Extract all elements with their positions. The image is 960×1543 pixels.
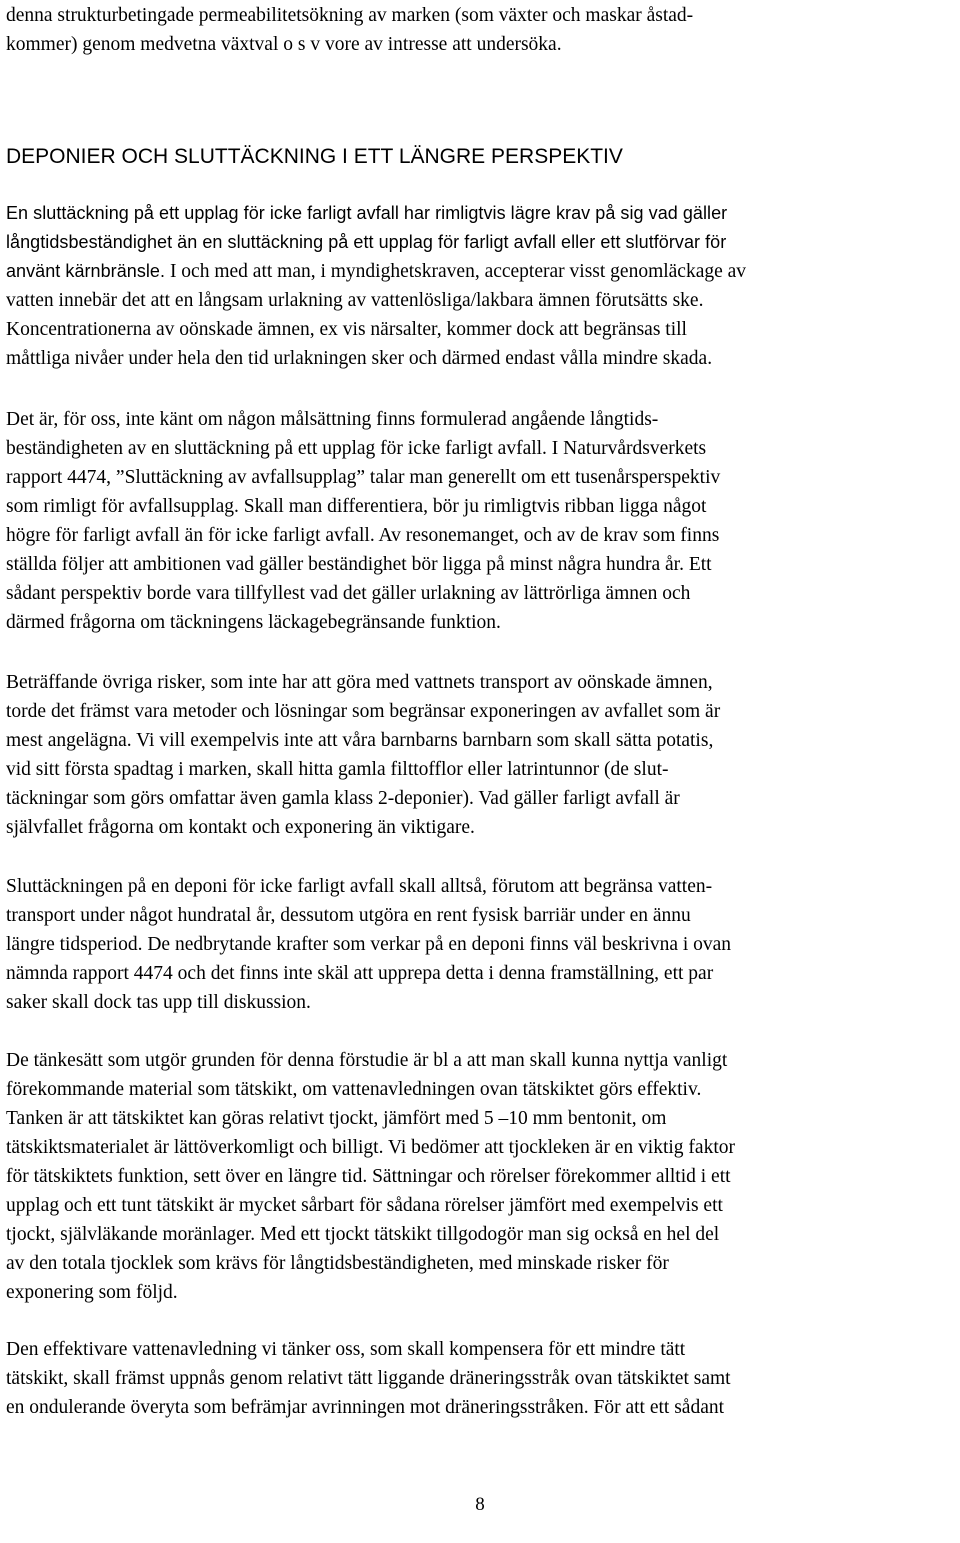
text-line: vatten innebär det att en långsam urlakning av vattenlösliga/lakbara ämnen förutsätts ske.: [6, 290, 704, 311]
paragraph-2: [6, 405, 956, 637]
text-line: [6, 257, 956, 286]
text-line-start: använt kärnbränsle.: [6, 261, 166, 281]
paragraph-4: [6, 872, 956, 1017]
text-line: kommer) genom medvetna växtval o s v vore av intresse att undersöka.: [6, 34, 562, 55]
text-line: Koncentrationerna av oönskade ämnen, ex vis närsalter, kommer dock att begränsas till: [6, 319, 687, 340]
text-line: rapport 4474, ”Sluttäckning av avfallsupplag” talar man generellt om ett tusenårsperspektiv: [6, 467, 721, 488]
text-line: Den effektivare vattenavledning vi tänker oss, som skall kompensera för ett mindre tätt: [6, 1339, 686, 1360]
text-line: nämnda rapport 4474 och det finns inte skäl att upprepa detta i denna framställning, ett par: [6, 963, 714, 984]
text-line: tätskikt, skall främst uppnås genom relativt tätt liggande dräneringsstråk ovan tätskiktet samt: [6, 1368, 731, 1389]
text-line: mest angelägna. Vi vill exempelvis inte att våra barnbarns barnbarn som skall sätta potatis,: [6, 730, 714, 751]
text-line: vid sitt första spadtag i marken, skall hitta gamla filttofflor eller latrintunnor (de slut-: [6, 759, 669, 780]
section-heading: DEPONIER OCH SLUTTÄCKNING I ETT LÄNGRE PERSPEKTIV: [6, 145, 623, 168]
page-number: 8: [475, 1494, 485, 1515]
text-line: De tänkesätt som utgör grunden för denna förstudie är bl a att man skall kunna nyttja vanligt: [6, 1050, 728, 1071]
text-line: Tanken är att tätskiktet kan göras relativt tjockt, jämfört med 5 –10 mm bentonit, om: [6, 1108, 667, 1129]
paragraph-6: [6, 1335, 956, 1422]
text-line: Sluttäckningen på en deponi för icke farligt avfall skall alltså, förutom att begränsa vatten-: [6, 876, 713, 897]
text-line: sådant perspektiv borde vara tillfyllest vad det gäller urlakning av lättrörliga ämnen och: [6, 583, 691, 604]
text-line: exponering som följd.: [6, 1282, 178, 1303]
text-line: tätskiktsmaterialet är lättöverkomligt och billigt. Vi bedömer att tjockleken är en viktig faktor: [6, 1137, 735, 1158]
text-line: måttliga nivåer under hela den tid urlakningen sker och därmed endast vålla mindre skada.: [6, 348, 713, 369]
text-line: långtidsbeständighet än en sluttäckning på ett upplag för farligt avfall eller ett slutförvar för: [6, 232, 727, 252]
text-line: därmed frågorna om täckningens läckagebegränsande funktion.: [6, 612, 501, 633]
text-line: transport under något hundratal år, dessutom utgöra en rent fysisk barriär under en ännu: [6, 905, 691, 926]
text-line: av den totala tjocklek som krävs för långtidsbeständigheten, med minskade risker för: [6, 1253, 669, 1274]
text-line: täckningar som görs omfattar även gamla klass 2-deponier). Vad gäller farligt avfall är: [6, 788, 680, 809]
text-line: ställda följer att ambitionen vad gäller beständighet bör ligga på minst några hundra år. Ett: [6, 554, 712, 575]
text-line: beständigheten av en sluttäckning på ett upplag för icke farligt avfall. I Naturvårdsverkets: [6, 438, 707, 459]
text-line: saker skall dock tas upp till diskussion.: [6, 992, 311, 1013]
text-line: självfallet frågorna om kontakt och exponering än viktigare.: [6, 817, 475, 838]
text-line-continuation: I och med att man, i myndighetskraven, accepterar visst genomläckage av: [165, 261, 747, 282]
text-line: Det är, för oss, inte känt om någon målsättning finns formulerad angående långtids-: [6, 409, 659, 430]
text-line: upplag och ett tunt tätskikt är mycket sårbart för sådana rörelser jämfört med exempelvis ett: [6, 1195, 723, 1216]
text-line: förekommande material som tätskikt, om vattenavledningen ovan tätskiktet görs effektiv.: [6, 1079, 702, 1100]
text-line: En sluttäckning på ett upplag för icke farligt avfall har rimligtvis lägre krav på sig vad gäller: [6, 203, 728, 223]
paragraph-5: [6, 1046, 956, 1307]
text-line: som rimligt för avfallsupplag. Skall man differentiera, bör ju rimligtvis ribban ligga något: [6, 496, 707, 517]
text-line: torde det främst vara metoder och lösningar som begränsar exponeringen av avfallet som är: [6, 701, 721, 722]
text-line: tjockt, självläkande moränlager. Med ett tjockt tätskikt tillgodogör man sig också en hel del: [6, 1224, 720, 1245]
paragraph-1: [6, 199, 956, 373]
text-line: för tätskiktets funktion, sett över en längre tid. Sättningar och rörelser förekommer alltid i ett: [6, 1166, 731, 1187]
paragraph-3: [6, 668, 956, 842]
text-line: denna strukturbetingade permeabilitetsökning av marken (som växter och maskar åstad-: [6, 5, 694, 26]
intro-paragraph: [6, 1, 956, 59]
text-line: en ondulerande överyta som befrämjar avrinningen mot dräneringsstråken. För att ett sådant: [6, 1397, 725, 1418]
text-line: längre tidsperiod. De nedbrytande krafter som verkar på en deponi finns väl beskrivna i ovan: [6, 934, 732, 955]
text-line: Beträffande övriga risker, som inte har att göra med vattnets transport av oönskade ämnen,: [6, 672, 713, 693]
text-line: högre för farligt avfall än för icke farligt avfall. Av resonemanget, och av de krav som finns: [6, 525, 720, 546]
